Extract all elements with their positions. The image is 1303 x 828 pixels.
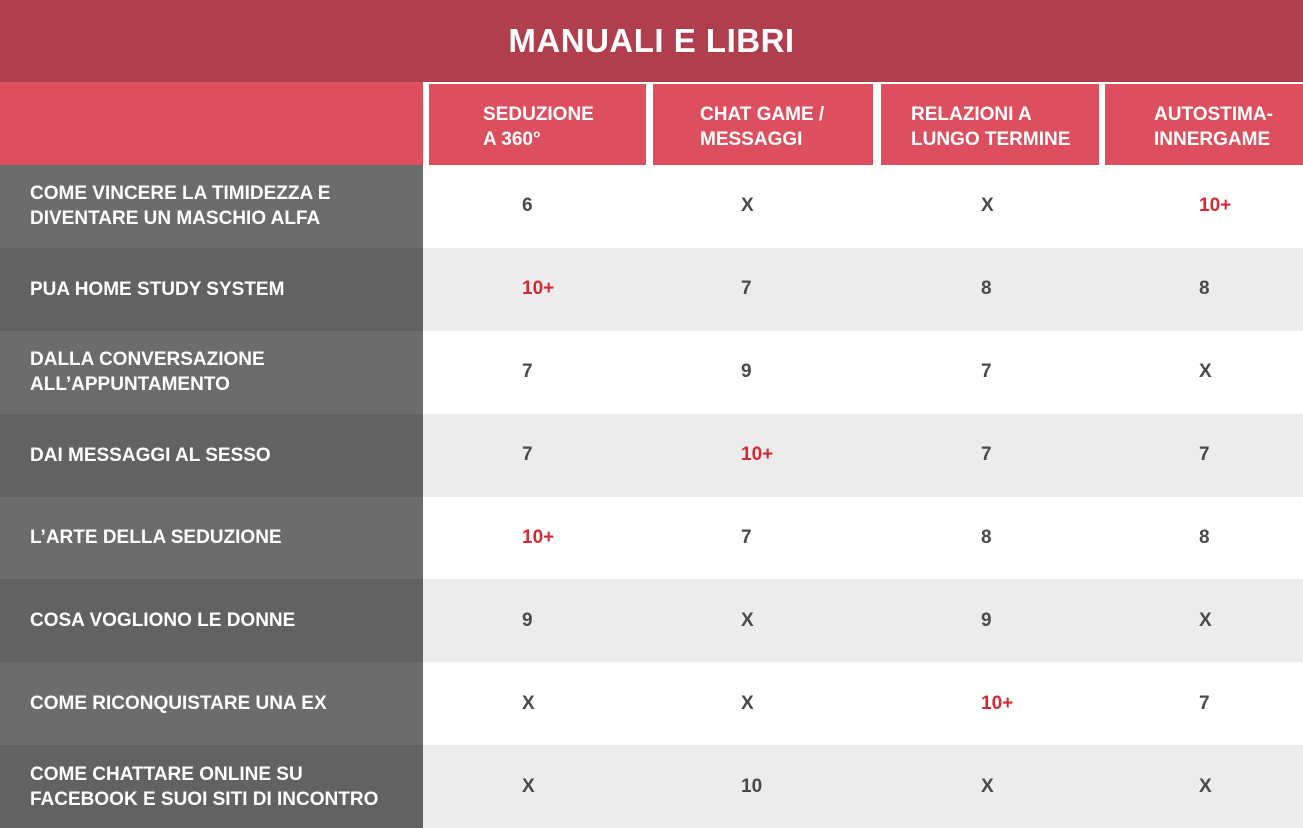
row-label-text: [30, 762, 378, 812]
row-label-text: [30, 181, 330, 231]
row-label: [0, 745, 423, 828]
row-values: [423, 414, 1303, 497]
value-cell: 9: [981, 609, 992, 631]
column-header-line: INNERGAME: [1154, 129, 1271, 150]
row-label-text: [30, 277, 284, 302]
column-header: [429, 84, 646, 165]
column-header: [1105, 84, 1303, 165]
value-cell: 9: [522, 609, 533, 631]
value-cell: X: [522, 692, 535, 714]
value-cell: 7: [522, 361, 533, 383]
row-label-text: [30, 525, 282, 550]
table-row: [0, 248, 1303, 331]
table-row: [0, 331, 1303, 414]
value-cell: X: [522, 775, 535, 797]
table-row: [0, 579, 1303, 662]
column-header-line: MESSAGGI: [700, 129, 803, 150]
row-label: [0, 662, 423, 745]
row-label-line: COSA VOGLIONO LE DONNE: [30, 610, 296, 632]
row-label-text: [30, 608, 295, 633]
row-label-line: ALL’APPUNTAMENTO: [30, 374, 230, 396]
row-label-line: DALLA CONVERSAZIONE: [30, 349, 265, 371]
table-row: [0, 414, 1303, 497]
column-header-line: CHAT GAME /: [700, 104, 825, 125]
row-values: [423, 248, 1303, 331]
value-cell: 10+: [981, 692, 1014, 714]
row-label-line: COME CHATTARE ONLINE SU: [30, 763, 303, 785]
row-values: [423, 745, 1303, 828]
column-header-line: RELAZIONI A: [911, 104, 1032, 125]
row-label-line: PUA HOME STUDY SYSTEM: [30, 278, 285, 300]
value-cell: 7: [741, 526, 752, 548]
value-cell: X: [981, 775, 994, 797]
row-label: [0, 579, 423, 662]
row-label-text: [30, 443, 271, 468]
row-values: [423, 662, 1303, 745]
row-label-text: [30, 691, 327, 716]
column-header-line: LUNGO TERMINE: [911, 129, 1071, 150]
value-cell: 7: [522, 444, 533, 466]
row-label: [0, 331, 423, 414]
column-header: [653, 84, 873, 165]
table-row: [0, 662, 1303, 745]
table-row: [0, 497, 1303, 580]
value-cell: 9: [741, 361, 752, 383]
column-header-line: A 360°: [483, 129, 541, 150]
value-cell: 6: [522, 195, 533, 217]
column-header-line: SEDUZIONE: [483, 104, 594, 125]
row-label-line: COME VINCERE LA TIMIDEZZA E: [30, 183, 331, 205]
row-label: [0, 248, 423, 331]
row-label: [0, 414, 423, 497]
value-cell: 10+: [522, 526, 555, 548]
row-label-line: L’ARTE DELLA SEDUZIONE: [30, 527, 282, 549]
row-label: [0, 165, 423, 248]
table-row: [0, 745, 1303, 828]
value-cell: 10+: [522, 278, 555, 300]
row-label-line: FACEBOOK E SUOI SITI DI INCONTRO: [30, 788, 379, 810]
value-cell: X: [741, 692, 754, 714]
header-row: [0, 82, 1303, 165]
value-cell: 10+: [741, 444, 774, 466]
row-label-line: DIVENTARE UN MASCHIO ALFA: [30, 208, 321, 230]
row-values: [423, 165, 1303, 248]
value-cell: X: [1199, 775, 1212, 797]
row-values: [423, 331, 1303, 414]
value-cell: X: [1199, 609, 1212, 631]
row-label-text: [30, 347, 265, 397]
value-cell: X: [741, 195, 754, 217]
value-cell: 7: [1199, 692, 1210, 714]
value-cell: 8: [1199, 526, 1210, 548]
value-cell: 10: [741, 775, 763, 797]
value-cell: 7: [981, 361, 992, 383]
value-cell: 8: [981, 526, 992, 548]
value-cell: X: [741, 609, 754, 631]
table-row: [0, 165, 1303, 248]
value-cell: 10+: [1199, 195, 1232, 217]
value-cell: 8: [981, 278, 992, 300]
row-values: [423, 579, 1303, 662]
table-title: MANUALI E LIBRI: [0, 0, 1303, 82]
column-header: [881, 84, 1099, 165]
value-cell: X: [1199, 361, 1212, 383]
value-cell: 7: [981, 444, 992, 466]
row-label-line: DAI MESSAGGI AL SESSO: [30, 444, 271, 466]
column-header-line: AUTOSTIMA-: [1154, 104, 1273, 125]
value-cell: 7: [741, 278, 752, 300]
row-values: [423, 497, 1303, 580]
table-body: [0, 165, 1303, 828]
row-label: [0, 497, 423, 580]
corner-cell: [0, 82, 423, 165]
value-cell: X: [981, 195, 994, 217]
row-label-line: COME RICONQUISTARE UNA EX: [30, 693, 327, 715]
value-cell: 8: [1199, 278, 1210, 300]
value-cell: 7: [1199, 444, 1210, 466]
